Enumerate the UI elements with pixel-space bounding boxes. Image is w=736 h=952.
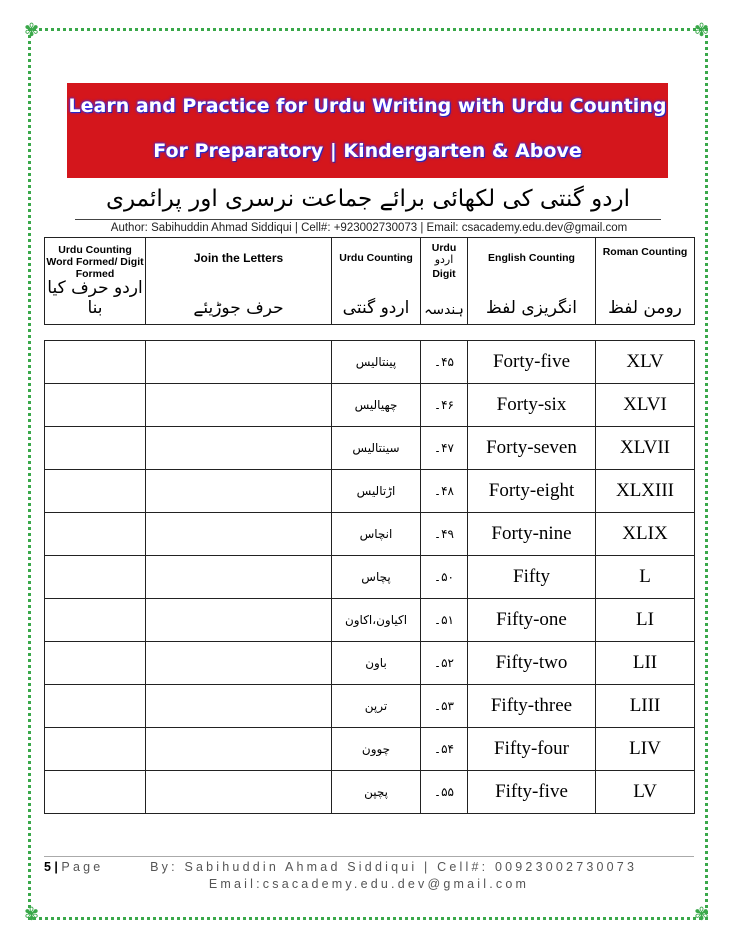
page-label: Page xyxy=(61,860,104,874)
join-letters-cell[interactable] xyxy=(146,599,332,642)
header-english-counting xyxy=(468,238,596,325)
english-word-cell: Forty-nine xyxy=(468,513,596,556)
english-word-cell: Forty-seven xyxy=(468,427,596,470)
table-row xyxy=(45,341,695,384)
title-banner xyxy=(67,83,668,178)
header-label: Urdu Counting Word Formed/ Digit Formed xyxy=(46,244,144,280)
roman-cell: L xyxy=(596,556,695,599)
header-label: Digit xyxy=(432,268,456,280)
join-letters-cell[interactable] xyxy=(146,642,332,685)
urdu-word-cell: ترپن xyxy=(332,685,421,728)
footer-line: 5 | Page By: Sabihuddin Ahmad Siddiqui | Cell#: 00923002730073 xyxy=(44,860,638,874)
header-urdu-counting xyxy=(332,238,421,325)
join-letters-cell[interactable] xyxy=(146,513,332,556)
roman-cell: XLV xyxy=(596,341,695,384)
join-letters-cell[interactable] xyxy=(146,685,332,728)
table-row xyxy=(45,685,695,728)
urdu-digit-cell: ۴۵۔ xyxy=(421,341,468,384)
header-label: Urdu Counting xyxy=(339,252,413,264)
footer-divider xyxy=(44,856,694,857)
join-letters-cell[interactable] xyxy=(146,470,332,513)
page-number: 5 xyxy=(44,860,51,874)
table-row xyxy=(45,427,695,470)
join-letters-cell[interactable] xyxy=(146,771,332,814)
word-formed-cell[interactable] xyxy=(45,470,146,513)
corner-ornament-icon: ✾ xyxy=(24,904,40,925)
urdu-word-cell: پچپن xyxy=(332,771,421,814)
header-urdu-label: اردو حرف کیا بنا xyxy=(47,278,143,318)
table-row xyxy=(45,556,695,599)
urdu-digit-cell: ۵۲۔ xyxy=(421,642,468,685)
english-word-cell: Forty-eight xyxy=(468,470,596,513)
urdu-word-cell: اڑتالیس xyxy=(332,470,421,513)
roman-cell: LIII xyxy=(596,685,695,728)
urdu-digit-cell: ۵۰۔ xyxy=(421,556,468,599)
urdu-digit-cell: ۴۹۔ xyxy=(421,513,468,556)
english-word-cell: Forty-five xyxy=(468,341,596,384)
english-word-cell: Fifty-four xyxy=(468,728,596,771)
header-label: Join the Letters xyxy=(193,251,284,265)
table-row xyxy=(45,728,695,771)
english-word-cell: Fifty xyxy=(468,556,596,599)
word-formed-cell[interactable] xyxy=(45,384,146,427)
header-urdu-label: اردو xyxy=(434,253,454,266)
urdu-title: اردو گنتی کی لکھائی برائے جماعت نرسری اور پرائمری xyxy=(105,186,631,212)
header-urdu-digit xyxy=(421,238,468,325)
word-formed-cell[interactable] xyxy=(45,642,146,685)
word-formed-cell[interactable] xyxy=(45,513,146,556)
word-formed-cell[interactable] xyxy=(45,341,146,384)
divider xyxy=(75,219,661,220)
corner-ornament-icon: ✾ xyxy=(694,20,710,41)
header-urdu-label: انگریزی لفظ xyxy=(486,298,577,318)
banner-subtitle: For Preparatory | Kindergarten & Above xyxy=(153,140,582,162)
header-label: English Counting xyxy=(488,252,575,264)
table-row xyxy=(45,599,695,642)
join-letters-cell[interactable] xyxy=(146,728,332,771)
urdu-digit-cell: ۵۱۔ xyxy=(421,599,468,642)
english-word-cell: Fifty-five xyxy=(468,771,596,814)
join-letters-cell[interactable] xyxy=(146,556,332,599)
urdu-word-cell: پینتالیس xyxy=(332,341,421,384)
header-label: Urdu xyxy=(431,242,457,254)
roman-cell: LI xyxy=(596,599,695,642)
table-row xyxy=(45,470,695,513)
word-formed-cell[interactable] xyxy=(45,685,146,728)
table-row xyxy=(45,642,695,685)
english-word-cell: Fifty-one xyxy=(468,599,596,642)
corner-ornament-icon: ✾ xyxy=(24,20,40,41)
word-formed-cell[interactable] xyxy=(45,427,146,470)
word-formed-cell[interactable] xyxy=(45,728,146,771)
english-word-cell: Fifty-two xyxy=(468,642,596,685)
corner-ornament-icon: ✾ xyxy=(694,904,710,925)
header-table xyxy=(44,237,695,325)
header-urdu-label: رومن لفظ xyxy=(608,298,682,318)
urdu-digit-cell: ۴۸۔ xyxy=(421,470,468,513)
header-join-letters xyxy=(146,238,332,325)
roman-cell: XLVII xyxy=(596,427,695,470)
urdu-word-cell: اکیاون،اکاون xyxy=(332,599,421,642)
urdu-word-cell: باون xyxy=(332,642,421,685)
urdu-digit-cell: ۴۷۔ xyxy=(421,427,468,470)
table-row xyxy=(45,513,695,556)
author-line: Author: Sabihuddin Ahmad Siddiqui | Cell#: +923002730073 | Email: csacademy.edu.dev@gmail.com xyxy=(110,222,628,234)
join-letters-cell[interactable] xyxy=(146,341,332,384)
urdu-digit-cell: ۵۳۔ xyxy=(421,685,468,728)
join-letters-cell[interactable] xyxy=(146,427,332,470)
roman-cell: XLIX xyxy=(596,513,695,556)
roman-cell: XLXIII xyxy=(596,470,695,513)
urdu-word-cell: سینتالیس xyxy=(332,427,421,470)
urdu-digit-cell: ۴۶۔ xyxy=(421,384,468,427)
word-formed-cell[interactable] xyxy=(45,771,146,814)
urdu-digit-cell: ۵۵۔ xyxy=(421,771,468,814)
header-urdu-label: ہندسہ xyxy=(424,302,464,318)
roman-cell: XLVI xyxy=(596,384,695,427)
urdu-word-cell: چھیالیس xyxy=(332,384,421,427)
footer-byline: By: Sabihuddin Ahmad Siddiqui | Cell#: 00923002730073 xyxy=(150,860,638,874)
counting-table xyxy=(44,340,695,814)
urdu-word-cell: پچاس xyxy=(332,556,421,599)
english-word-cell: Forty-six xyxy=(468,384,596,427)
join-letters-cell[interactable] xyxy=(146,384,332,427)
urdu-word-cell: انچاس xyxy=(332,513,421,556)
table-row xyxy=(45,771,695,814)
table-row xyxy=(45,384,695,427)
footer-email: Email:csacademy.edu.dev@gmail.com xyxy=(208,877,530,891)
banner-title: Learn and Practice for Urdu Writing with Urdu Counting xyxy=(68,95,667,117)
header-urdu-label: اردو گنتی xyxy=(342,298,410,318)
word-formed-cell[interactable] xyxy=(45,599,146,642)
header-roman-counting xyxy=(596,238,695,325)
roman-cell: LII xyxy=(596,642,695,685)
roman-cell: LV xyxy=(596,771,695,814)
header-label: Roman Counting xyxy=(602,246,688,258)
header-word-formed xyxy=(45,238,146,325)
urdu-digit-cell: ۵۴۔ xyxy=(421,728,468,771)
header-urdu-label: حرف جوڑیئے xyxy=(193,298,284,318)
roman-cell: LIV xyxy=(596,728,695,771)
urdu-word-cell: چوون xyxy=(332,728,421,771)
word-formed-cell[interactable] xyxy=(45,556,146,599)
english-word-cell: Fifty-three xyxy=(468,685,596,728)
